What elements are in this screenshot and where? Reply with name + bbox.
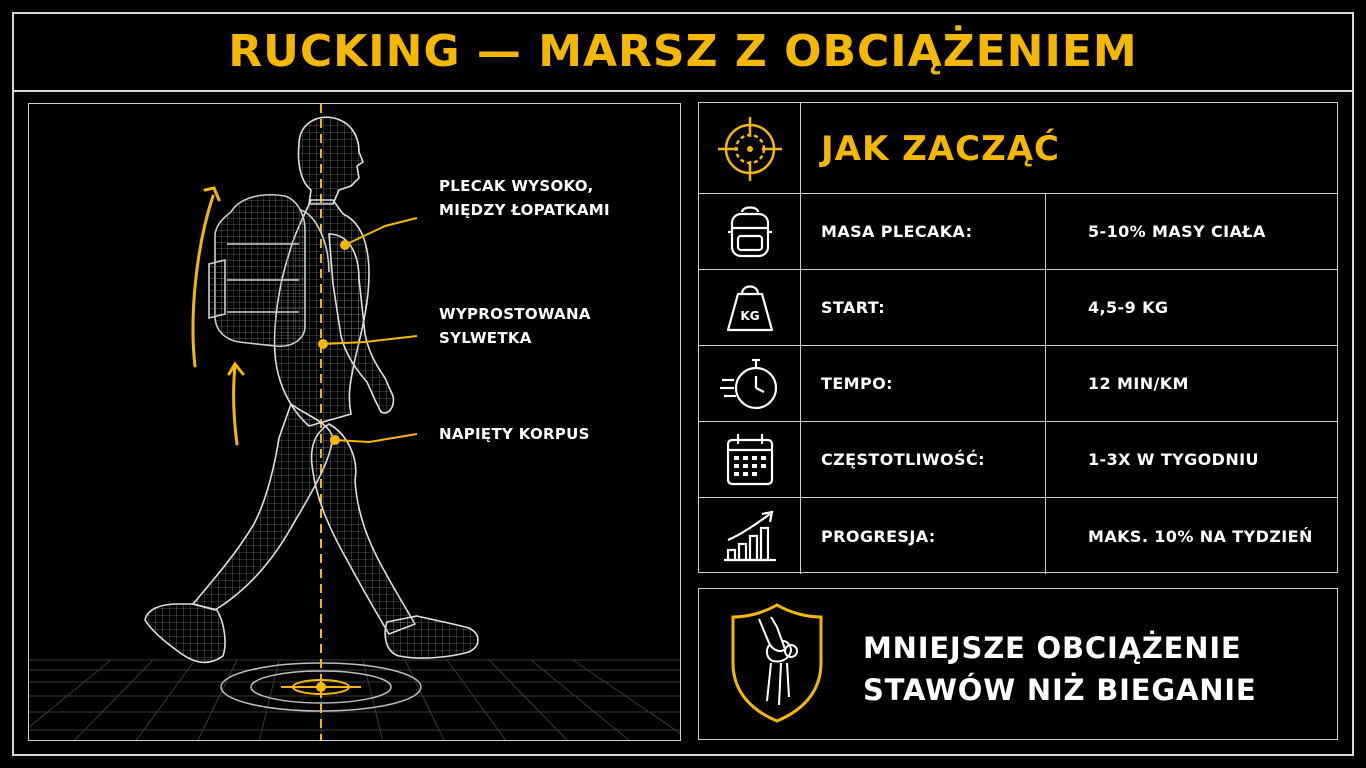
callout-backpack-high [439,174,610,222]
row-value: MAKS. 10% NA TYDZIEŃ [1045,498,1339,574]
stopwatch-icon [699,346,801,421]
figure-panel [28,103,681,741]
table-row-frequency [699,422,1337,498]
title-bar [12,12,1354,92]
row-value: 1-3X W TYGODNIU [1045,422,1339,497]
row-label: PROGRESJA: [821,526,936,546]
row-label: START: [821,298,886,317]
callout-posture-line2: SYLWETKA [439,329,532,347]
target-icon [699,103,801,194]
calendar-icon [699,422,801,497]
note-line1: MNIEJSZE OBCIĄŻENIE [863,631,1242,665]
how-to-start-table [698,102,1338,573]
callout-core-line1: NAPIĘTY KORPUS [439,425,590,443]
wireframe-human [145,117,478,662]
joint-load-note [698,588,1338,740]
row-label: TEMPO: [821,374,893,393]
row-value: 4,5-9 KG [1045,270,1339,345]
table-row-start-weight [699,270,1337,346]
progress-chart-icon [699,498,801,574]
kg-icon-text: KG [739,308,760,323]
callout-posture-line1: WYPROSTOWANA [439,305,591,323]
note-line2: STAWÓW NIŻ BIEGANIE [863,673,1257,707]
kettlebell-weight-icon [699,270,801,345]
row-label: MASA PLECAKA: [821,222,973,241]
knee-shield-icon [729,601,825,725]
table-header [699,103,1337,194]
callout-core-engaged [439,422,590,446]
note-text [863,627,1257,711]
callout-upright-posture [439,302,591,350]
table-header-title: JAK ZACZĄĆ [821,128,1060,169]
table-row-backpack-mass [699,194,1337,270]
callout-backpack-line1: PLECAK WYSOKO, [439,177,594,195]
backpack-icon [699,194,801,269]
row-value: 12 MIN/KM [1045,346,1339,421]
page-title: RUCKING — MARSZ Z OBCIĄŻENIEM [228,25,1138,77]
row-value: 5-10% MASY CIAŁA [1045,194,1339,269]
table-row-progression [699,498,1337,574]
row-label: CZĘSTOTLIWOŚĆ: [821,450,985,469]
table-row-tempo [699,346,1337,422]
callout-backpack-line2: MIĘDZY ŁOPATKAMI [439,201,610,219]
